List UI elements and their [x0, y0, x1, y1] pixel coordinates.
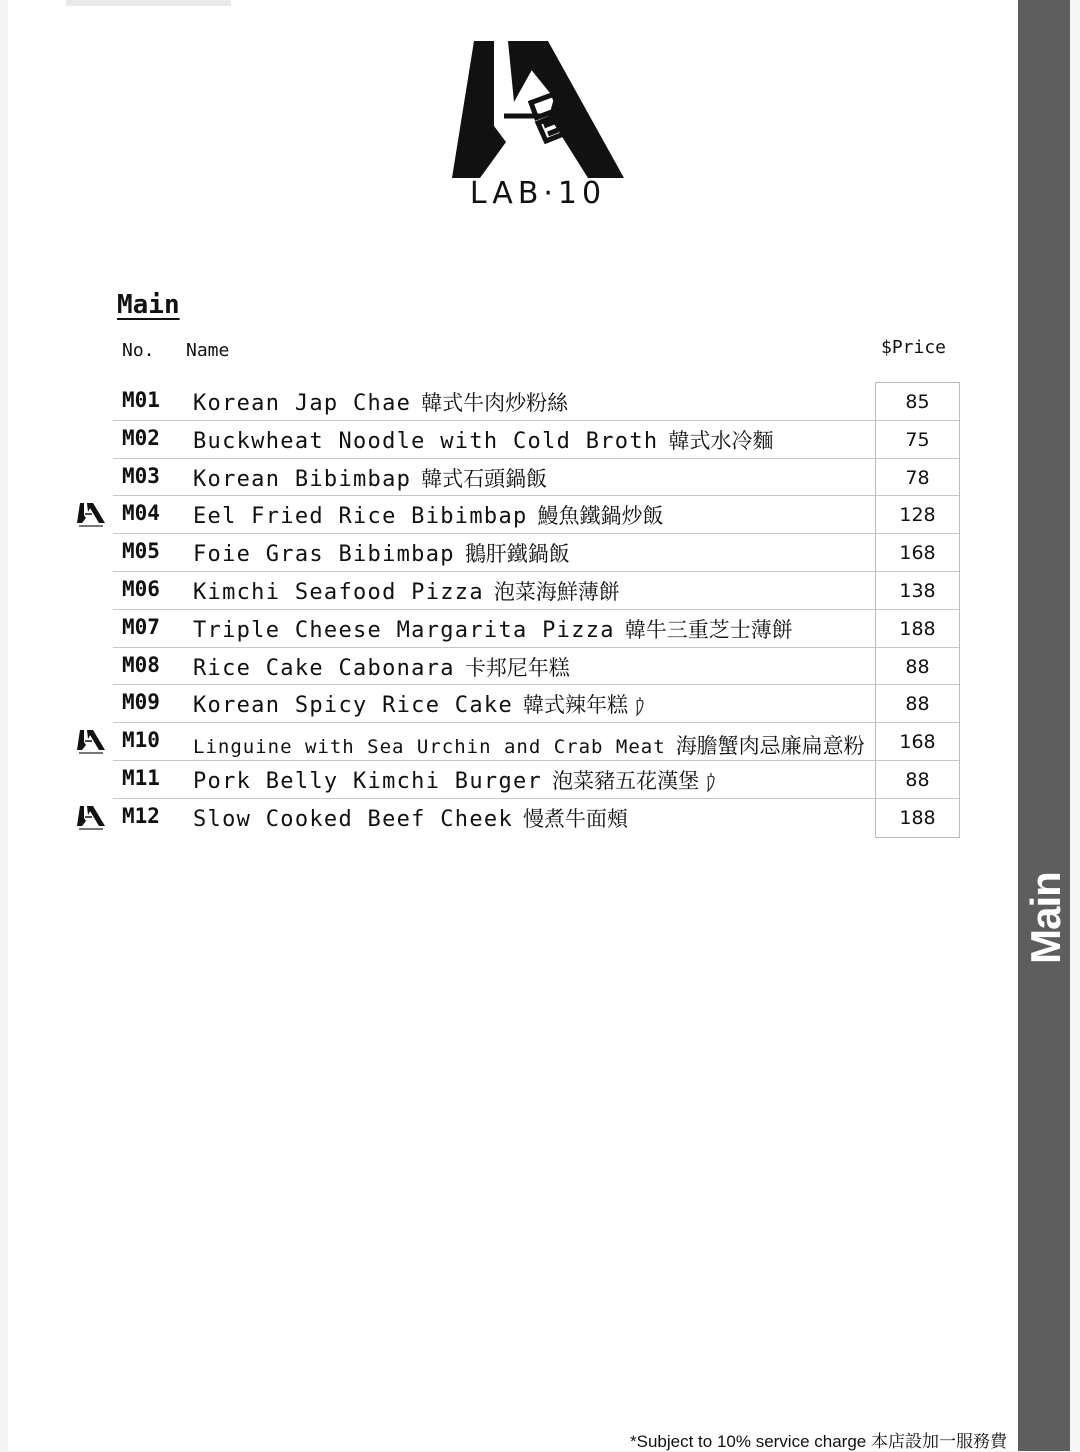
menu-item-row: [0, 610, 1010, 648]
item-name-en: Linguine with Sea Urchin and Crab Meat: [193, 736, 666, 759]
item-name-en: Rice Cake Cabonara: [193, 655, 455, 681]
item-price: 168: [899, 731, 936, 754]
item-price: 88: [905, 655, 930, 678]
menu-item-row: [0, 685, 1010, 723]
item-name: [193, 387, 568, 417]
column-header-name: Name: [186, 340, 230, 361]
signature-dish-icon: [76, 804, 106, 832]
item-name-zh: 韓式牛肉炒粉絲: [421, 391, 569, 415]
item-code: M10: [122, 728, 160, 753]
item-name-zh: 韓式石頭鍋飯: [421, 466, 548, 491]
item-price: 85: [905, 391, 930, 413]
item-name-en: Kimchi Seafood Pizza: [193, 579, 484, 605]
item-price: 88: [905, 693, 930, 716]
menu-item-row: [0, 383, 1010, 421]
item-code: M11: [122, 765, 160, 790]
item-name: [193, 765, 717, 795]
item-name: [193, 730, 865, 760]
item-name-en: Pork Belly Kimchi Burger: [193, 768, 543, 794]
item-price: 188: [899, 806, 936, 829]
signature-dish-icon: [76, 501, 106, 529]
item-price: 138: [899, 579, 936, 602]
menu-item-row: [0, 459, 1010, 497]
item-name: [193, 803, 628, 833]
item-code: M03: [122, 463, 160, 488]
item-name: [193, 463, 547, 493]
item-code: M09: [122, 690, 160, 715]
column-header-price: $Price: [881, 337, 947, 358]
service-charge-note: *Subject to 10% service charge 本店設加一服務費: [630, 1432, 1007, 1451]
item-price: 78: [905, 466, 930, 489]
item-name-en: Korean Bibimbap: [193, 466, 412, 492]
item-name-zh: 慢煮牛面頰: [523, 806, 628, 831]
logo-wordmark: LAB·10: [469, 176, 607, 211]
menu-item-row: [0, 723, 1010, 761]
item-name-en: Korean Spicy Rice Cake: [193, 693, 513, 719]
page-edge: [1070, 0, 1080, 1451]
item-name-zh: 鰻魚鐵鍋炒飯: [537, 504, 664, 529]
menu-item-list: [0, 383, 1010, 837]
item-code: M08: [122, 652, 160, 677]
menu-item-row: [0, 496, 1010, 534]
column-header-no: No.: [122, 340, 155, 361]
item-name-en: Korean Jap Chae: [193, 391, 412, 416]
item-name-zh: 韓牛三重芝士薄餅: [624, 617, 793, 642]
section-side-tab: [1018, 0, 1070, 1451]
menu-item-row: [0, 761, 1010, 799]
item-name: [193, 500, 664, 530]
menu-item-row: [0, 421, 1010, 459]
item-code: M04: [122, 501, 160, 526]
item-name-zh: 韓式辣年糕: [523, 693, 628, 718]
item-name: [193, 425, 773, 455]
item-name-zh: 韓式水冷麵: [668, 428, 774, 453]
item-name-en: Slow Cooked Beef Cheek: [193, 806, 513, 832]
item-name: [193, 689, 646, 719]
chili-pepper-icon: [634, 695, 646, 717]
item-name-en: Buckwheat Noodle with Cold Broth: [193, 428, 659, 454]
item-price: 168: [899, 542, 936, 565]
item-code: M05: [122, 539, 160, 564]
item-price: 88: [905, 768, 930, 791]
item-name-zh: 卡邦尼年糕: [464, 655, 570, 680]
item-name-en: Triple Cheese Margarita Pizza: [193, 617, 615, 643]
top-strip: [66, 0, 231, 6]
item-name-zh: 鵝肝鐵鍋飯: [464, 542, 570, 567]
menu-item-row: [0, 799, 1010, 837]
item-name-zh: 海膽蟹肉忌廉扁意粉: [675, 734, 865, 759]
menu-item-row: [0, 648, 1010, 686]
section-title: Main: [117, 290, 180, 320]
item-code: M02: [122, 425, 160, 450]
item-code: M07: [122, 614, 160, 639]
menu-item-row: [0, 572, 1010, 610]
signature-dish-icon: [76, 728, 106, 756]
item-price: 75: [905, 428, 930, 451]
item-code: M12: [122, 803, 160, 828]
item-name-en: Foie Gras Bibimbap: [193, 542, 455, 568]
item-name-en: Eel Fried Rice Bibimbap: [193, 504, 528, 530]
chili-pepper-icon: [705, 771, 717, 793]
item-price: 188: [899, 617, 936, 640]
item-name-zh: 泡菜海鮮薄餅: [493, 579, 620, 604]
menu-item-row: [0, 534, 1010, 572]
item-name: [193, 576, 620, 606]
item-code: M06: [122, 576, 160, 601]
item-name: [193, 538, 570, 568]
item-name-zh: 泡菜豬五花漢堡: [552, 768, 700, 793]
item-price: 128: [899, 504, 936, 527]
side-tab-label: Main: [1022, 872, 1069, 964]
item-name: [193, 614, 793, 644]
item-code: M01: [122, 388, 160, 412]
item-name: [193, 652, 570, 682]
